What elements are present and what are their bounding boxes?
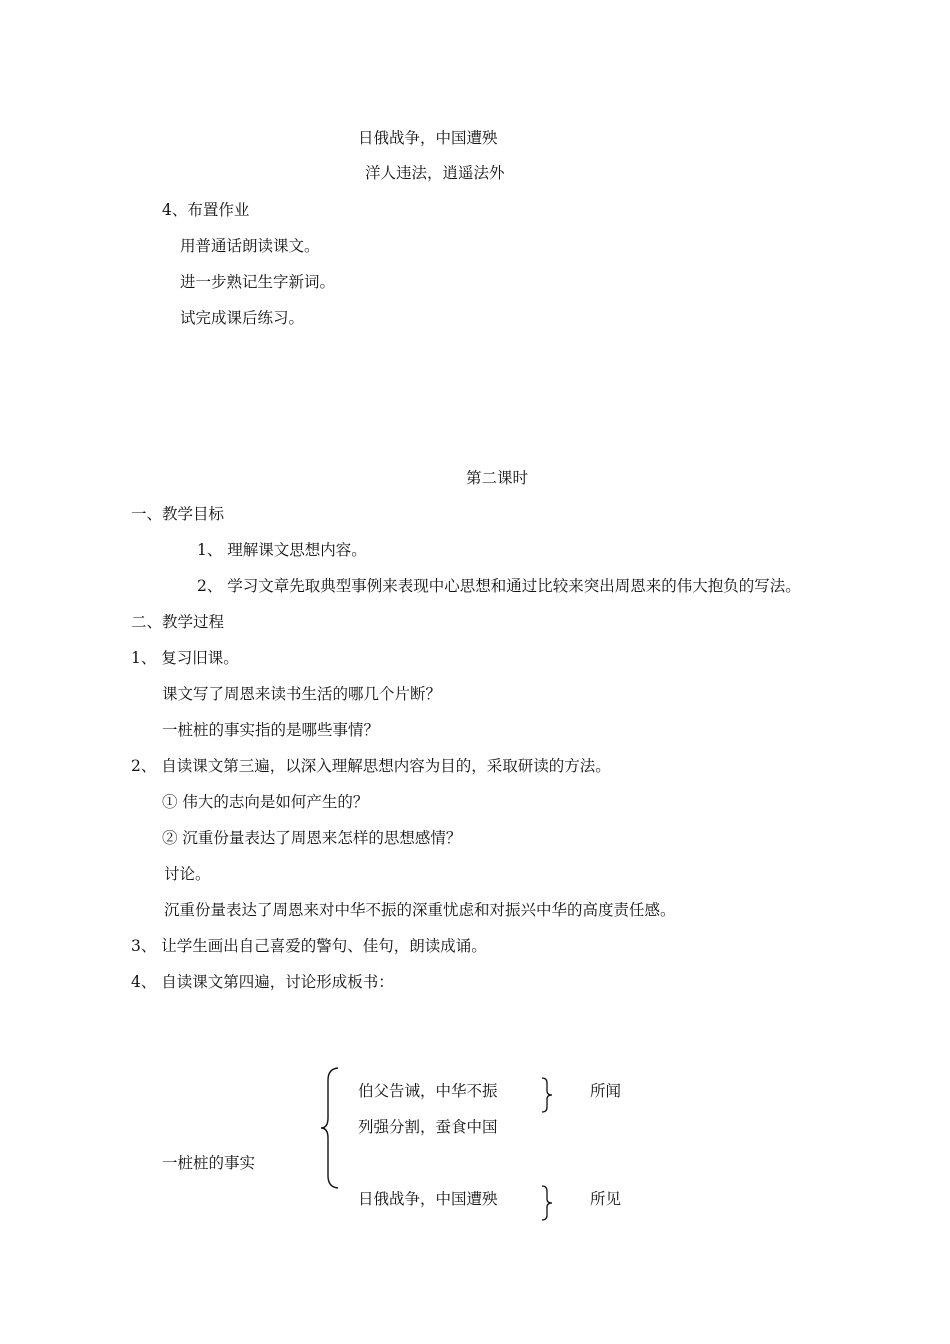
- verse-line-2: 洋人违法，逍遥法外: [365, 164, 505, 182]
- step-1-question-2: 一桩桩的事实指的是哪些事情？: [162, 721, 380, 739]
- left-brace-icon: [318, 1066, 342, 1190]
- step-2-answer: 沉重份量表达了周恩来对中华不振的深重忧虑和对振兴中华的高度责任感。: [164, 901, 676, 919]
- process-step-1: 1、 复习旧课。: [131, 649, 239, 667]
- process-step-4: 4、 自读课文第四遍，讨论形成板书：: [131, 973, 394, 991]
- homework-heading: 4、布置作业: [162, 201, 250, 219]
- step-1-question-1: 课文写了周恩来读书生活的哪几个片断？: [162, 685, 442, 703]
- process-heading: 二、教学过程: [131, 613, 225, 631]
- board-item-2: 列强分割，蚕食中国: [358, 1118, 498, 1136]
- board-item-3: 日俄战争，中国遭殃: [358, 1190, 498, 1208]
- step-2-question-1: ① 伟大的志向是如何产生的？: [162, 793, 369, 811]
- board-left-label: 一桩桩的事实: [162, 1154, 256, 1172]
- process-step-3: 3、 让学生画出自己喜爱的警句、佳句，朗读成诵。: [131, 937, 487, 955]
- goals-heading: 一、教学目标: [131, 505, 225, 523]
- board-tag-seen: 所见: [590, 1190, 622, 1208]
- homework-item-2: 进一步熟记生字新词。: [180, 273, 336, 291]
- goal-item-2: 2、 学习文章先取典型事例来表现中心思想和通过比较来突出周恩来的伟大抱负的写法。: [197, 577, 801, 595]
- homework-item-1: 用普通话朗读课文。: [180, 237, 320, 255]
- board-item-1: 伯父告诫，中华不振: [358, 1082, 498, 1100]
- verse-line-1: 日俄战争，中国遭殃: [358, 129, 498, 147]
- step-2-question-2: ② 沉重份量表达了周恩来怎样的思想感情？: [162, 829, 462, 847]
- right-brace-icon: [539, 1077, 555, 1113]
- process-step-2: 2、 自读课文第三遍，以深入理解思想内容为目的，采取研读的方法。: [131, 757, 611, 775]
- step-2-discussion: 讨论。: [164, 865, 211, 883]
- homework-item-3: 试完成课后练习。: [180, 309, 305, 327]
- lesson-title: 第二课时: [466, 469, 529, 487]
- goal-item-1: 1、 理解课文思想内容。: [197, 541, 367, 559]
- right-brace-icon: [539, 1185, 555, 1221]
- board-tag-heard: 所闻: [590, 1082, 622, 1100]
